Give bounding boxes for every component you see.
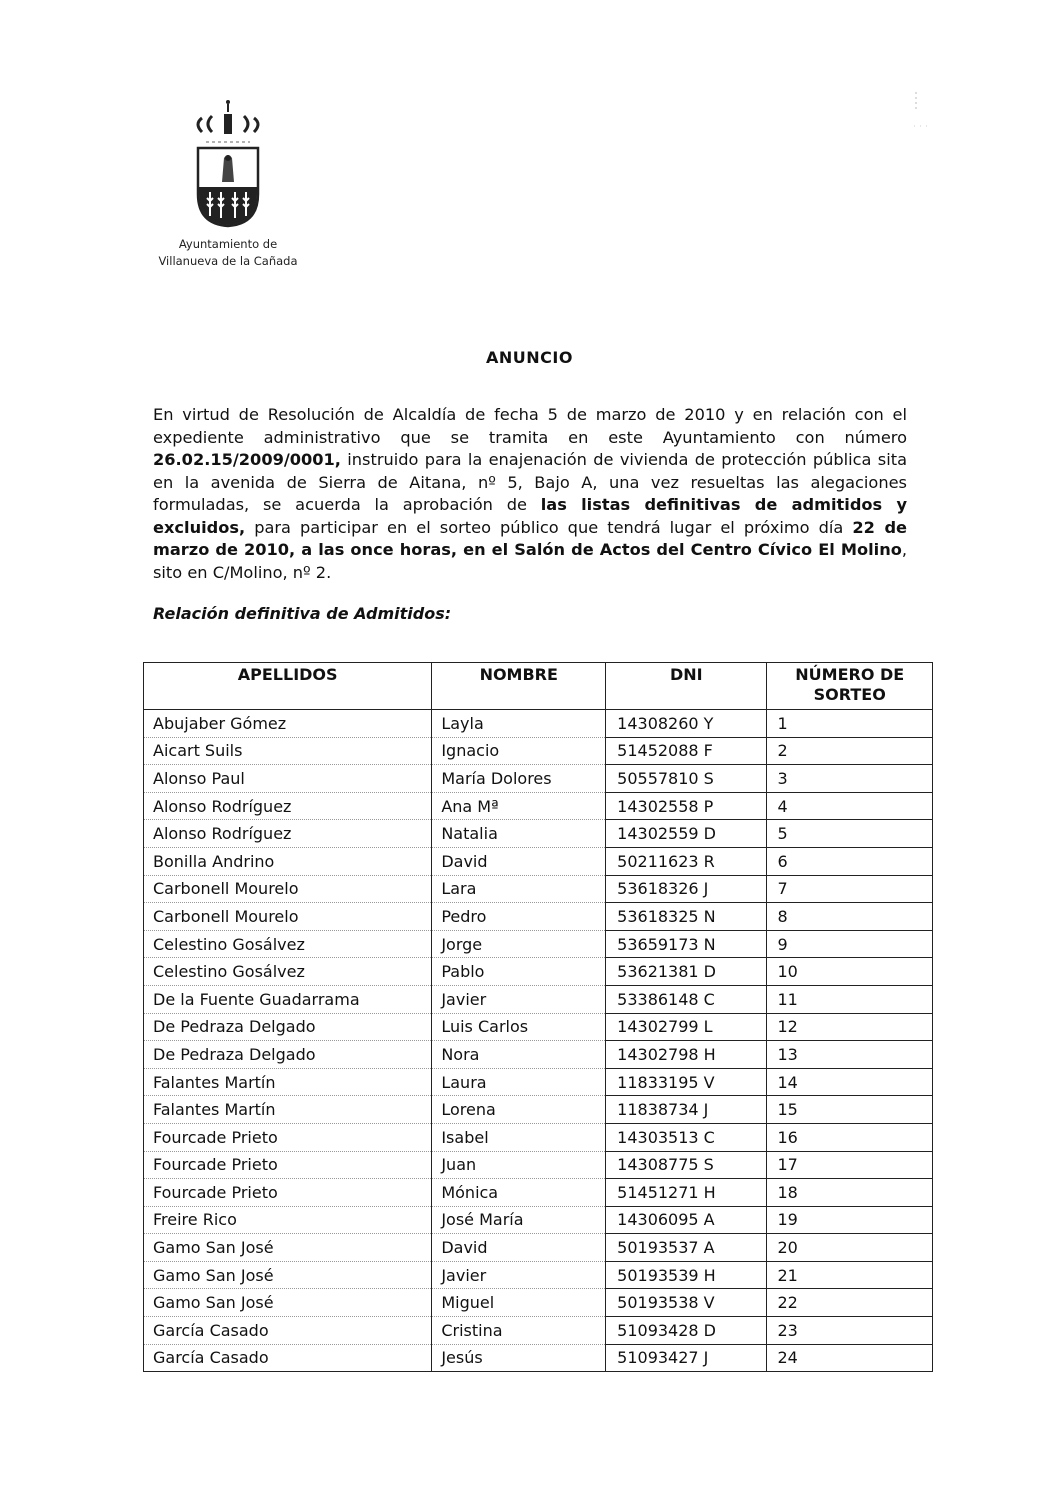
table-row xyxy=(144,1234,933,1262)
announcement-paragraph xyxy=(153,404,907,584)
table-row xyxy=(144,903,933,931)
header-nombre: NOMBRE xyxy=(432,663,606,710)
table-row xyxy=(144,875,933,903)
cell-numero-sorteo: 21 xyxy=(767,1261,933,1289)
cell-dni: 51093428 D xyxy=(606,1317,767,1345)
table-row xyxy=(144,847,933,875)
cell-numero-sorteo: 9 xyxy=(767,930,933,958)
table-row xyxy=(144,930,933,958)
cell-nombre: Cristina xyxy=(432,1317,606,1345)
cell-nombre: Jesús xyxy=(432,1344,606,1372)
table-row xyxy=(144,1261,933,1289)
table-row xyxy=(144,1317,933,1345)
cell-dni: 14308775 S xyxy=(606,1151,767,1179)
cell-nombre: Pedro xyxy=(432,903,606,931)
cell-dni: 14302798 H xyxy=(606,1041,767,1069)
scan-margin-marks xyxy=(912,92,932,132)
table-row xyxy=(144,820,933,848)
cell-numero-sorteo: 14 xyxy=(767,1068,933,1096)
table-row xyxy=(144,1289,933,1317)
table-row xyxy=(144,792,933,820)
paragraph-text-2: instruido para la enajenación de vivienda de protección pública sita en la avenida de Sierra de Aitana, nº 5, Bajo A, una vez resueltas las alegaciones formuladas, se acuerda la aprobación de xyxy=(153,450,907,514)
cell-apellidos: De Pedraza Delgado xyxy=(144,1041,432,1069)
paragraph-text-1: En virtud de Resolución de Alcaldía de fecha 5 de marzo de 2010 y en relación con el expediente administrativo que se tramita en este Ayuntamiento con número xyxy=(153,405,907,447)
cell-nombre: Ana Mª xyxy=(432,792,606,820)
cell-dni: 53621381 D xyxy=(606,958,767,986)
cell-apellidos: Fourcade Prieto xyxy=(144,1123,432,1151)
cell-numero-sorteo: 17 xyxy=(767,1151,933,1179)
cell-dni: 14308260 Y xyxy=(606,710,767,738)
cell-nombre: Jorge xyxy=(432,930,606,958)
cell-dni: 14302799 L xyxy=(606,1013,767,1041)
cell-numero-sorteo: 23 xyxy=(767,1317,933,1345)
admitted-list-subtitle: Relación definitiva de Admitidos: xyxy=(153,604,452,623)
table-row xyxy=(144,1206,933,1234)
cell-numero-sorteo: 16 xyxy=(767,1123,933,1151)
cell-numero-sorteo: 6 xyxy=(767,847,933,875)
cell-numero-sorteo: 18 xyxy=(767,1179,933,1207)
cell-dni: 53618326 J xyxy=(606,875,767,903)
cell-nombre: Juan xyxy=(432,1151,606,1179)
table-row xyxy=(144,1013,933,1041)
header-apellidos: APELLIDOS xyxy=(144,663,432,710)
org-line-2: Villanueva de la Cañada xyxy=(158,254,298,268)
cell-numero-sorteo: 4 xyxy=(767,792,933,820)
cell-numero-sorteo: 2 xyxy=(767,737,933,765)
table-row xyxy=(144,1344,933,1372)
cell-dni: 11838734 J xyxy=(606,1096,767,1124)
cell-nombre: Isabel xyxy=(432,1123,606,1151)
cell-numero-sorteo: 24 xyxy=(767,1344,933,1372)
paragraph-text-4: , sito en C/Molino, nº 2. xyxy=(153,540,907,582)
cell-apellidos: Carbonell Mourelo xyxy=(144,903,432,931)
table-body xyxy=(144,710,933,1372)
cell-apellidos: Celestino Gosálvez xyxy=(144,958,432,986)
cell-dni: 53618325 N xyxy=(606,903,767,931)
cell-apellidos: García Casado xyxy=(144,1344,432,1372)
cell-dni: 50557810 S xyxy=(606,765,767,793)
cell-nombre: Lorena xyxy=(432,1096,606,1124)
cell-nombre: David xyxy=(432,1234,606,1262)
cell-nombre: María Dolores xyxy=(432,765,606,793)
table-row xyxy=(144,958,933,986)
table-row xyxy=(144,985,933,1013)
table-row xyxy=(144,1151,933,1179)
cell-nombre: Laura xyxy=(432,1068,606,1096)
admitted-table xyxy=(143,662,933,1372)
cell-apellidos: Alonso Rodríguez xyxy=(144,792,432,820)
cell-apellidos: Freire Rico xyxy=(144,1206,432,1234)
cell-apellidos: Falantes Martín xyxy=(144,1068,432,1096)
table-row xyxy=(144,1041,933,1069)
cell-numero-sorteo: 7 xyxy=(767,875,933,903)
cell-numero-sorteo: 11 xyxy=(767,985,933,1013)
cell-apellidos: Carbonell Mourelo xyxy=(144,875,432,903)
cell-nombre: Layla xyxy=(432,710,606,738)
cell-dni: 14302558 P xyxy=(606,792,767,820)
paragraph-text-3: para participar en el sorteo público que tendrá lugar el próximo día xyxy=(245,517,853,537)
header-dni: DNI xyxy=(606,663,767,710)
table-row xyxy=(144,1068,933,1096)
cell-dni: 51452088 F xyxy=(606,737,767,765)
cell-nombre: David xyxy=(432,847,606,875)
cell-apellidos: Fourcade Prieto xyxy=(144,1179,432,1207)
cell-numero-sorteo: 10 xyxy=(767,958,933,986)
table-header-row xyxy=(144,663,933,710)
date-place-emphasis: 22 de marzo de 2010, a las once horas, en el Salón de Actos del Centro Cívico El Molino xyxy=(153,517,908,559)
cell-nombre: Miguel xyxy=(432,1289,606,1317)
header-numero-sorteo: NÚMERO DE SORTEO xyxy=(767,663,933,710)
cell-apellidos: Falantes Martín xyxy=(144,1096,432,1124)
cell-apellidos: Fourcade Prieto xyxy=(144,1151,432,1179)
cell-apellidos: De Pedraza Delgado xyxy=(144,1013,432,1041)
cell-dni: 50211623 R xyxy=(606,847,767,875)
cell-nombre: Lara xyxy=(432,875,606,903)
cell-numero-sorteo: 1 xyxy=(767,710,933,738)
cell-nombre: Ignacio xyxy=(432,737,606,765)
cell-nombre: Nora xyxy=(432,1041,606,1069)
cell-dni: 11833195 V xyxy=(606,1068,767,1096)
table-row xyxy=(144,737,933,765)
cell-numero-sorteo: 3 xyxy=(767,765,933,793)
table-row xyxy=(144,1179,933,1207)
cell-numero-sorteo: 5 xyxy=(767,820,933,848)
page-title: ANUNCIO xyxy=(486,348,573,367)
cell-dni: 53386148 C xyxy=(606,985,767,1013)
cell-numero-sorteo: 13 xyxy=(767,1041,933,1069)
cell-apellidos: Gamo San José xyxy=(144,1289,432,1317)
coat-of-arms-logo xyxy=(188,96,268,232)
file-number: 26.02.15/2009/0001, xyxy=(153,450,341,469)
cell-nombre: Pablo xyxy=(432,958,606,986)
cell-apellidos: De la Fuente Guadarrama xyxy=(144,985,432,1013)
table-row xyxy=(144,765,933,793)
cell-dni: 53659173 N xyxy=(606,930,767,958)
table-row xyxy=(144,1096,933,1124)
cell-dni: 14306095 A xyxy=(606,1206,767,1234)
cell-apellidos: Bonilla Andrino xyxy=(144,847,432,875)
cell-apellidos: Celestino Gosálvez xyxy=(144,930,432,958)
cell-nombre: José María xyxy=(432,1206,606,1234)
cell-nombre: Mónica xyxy=(432,1179,606,1207)
cell-nombre: Javier xyxy=(432,985,606,1013)
cell-dni: 51451271 H xyxy=(606,1179,767,1207)
cell-dni: 14302559 D xyxy=(606,820,767,848)
cell-apellidos: García Casado xyxy=(144,1317,432,1345)
cell-numero-sorteo: 15 xyxy=(767,1096,933,1124)
lists-emphasis: las listas definitivas de admitidos y excluidos, xyxy=(153,495,907,537)
cell-dni: 51093427 J xyxy=(606,1344,767,1372)
cell-numero-sorteo: 22 xyxy=(767,1289,933,1317)
cell-apellidos: Abujaber Gómez xyxy=(144,710,432,738)
cell-dni: 50193537 A xyxy=(606,1234,767,1262)
cell-dni: 50193539 H xyxy=(606,1261,767,1289)
cell-apellidos: Gamo San José xyxy=(144,1234,432,1262)
organization-name xyxy=(140,236,316,270)
cell-apellidos: Aicart Suils xyxy=(144,737,432,765)
cell-numero-sorteo: 20 xyxy=(767,1234,933,1262)
cell-apellidos: Gamo San José xyxy=(144,1261,432,1289)
org-line-1: Ayuntamiento de xyxy=(178,237,278,251)
table-row xyxy=(144,710,933,738)
cell-apellidos: Alonso Paul xyxy=(144,765,432,793)
cell-nombre: Natalia xyxy=(432,820,606,848)
table-row xyxy=(144,1123,933,1151)
cell-apellidos: Alonso Rodríguez xyxy=(144,820,432,848)
cell-nombre: Javier xyxy=(432,1261,606,1289)
cell-numero-sorteo: 19 xyxy=(767,1206,933,1234)
cell-numero-sorteo: 8 xyxy=(767,903,933,931)
cell-nombre: Luis Carlos xyxy=(432,1013,606,1041)
cell-numero-sorteo: 12 xyxy=(767,1013,933,1041)
cell-dni: 14303513 C xyxy=(606,1123,767,1151)
cell-dni: 50193538 V xyxy=(606,1289,767,1317)
